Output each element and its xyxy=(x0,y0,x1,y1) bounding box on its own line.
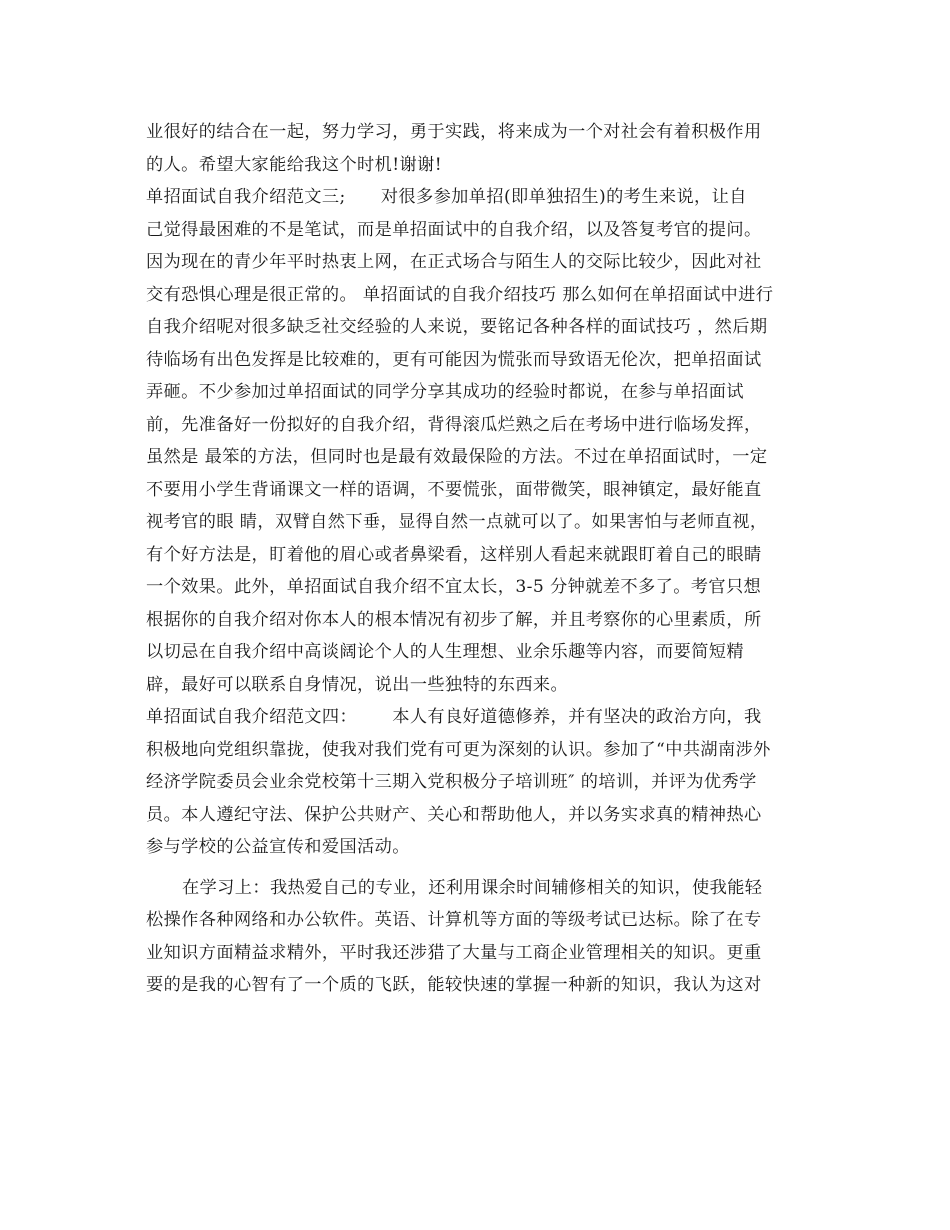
text-line: 以切忌在自我介绍中高谈阔论个人的人生理想、业余乐趣等内容，而要简短精 xyxy=(146,642,744,662)
text-line: 的人。希望大家能给我这个时机!谢谢! xyxy=(146,154,443,175)
text-line: 视考官的眼 睛，双臂自然下垂，显得自然一点就可以了。如果害怕与老师直视， xyxy=(146,512,768,532)
text-line: 单招面试自我介绍范文三; 对很多参加单招(即单独招生)的考生来说，让自 xyxy=(146,187,747,207)
text-line: 一个效果。此外，单招面试自我介绍不宜太长，3-5 分钟就差不多了。考官只想 xyxy=(146,577,762,597)
text-line: 根据你的自我介绍对你本人的根本情况有初步了解，并且考察你的心里素质，所 xyxy=(146,609,762,630)
text-line: 员。本人遵纪守法、保护公共财产、关心和帮助他人，并以务实求真的精神热心 xyxy=(146,804,762,825)
text-line: 虽然是 最笨的方法，但同时也是最有效最保险的方法。不过在单招面试时，一定 xyxy=(146,447,768,467)
text-line: 辟，最好可以联系自身情况，说出一些独特的东西来。 xyxy=(146,674,569,695)
text-line: 参与学校的公益宣传和爱国活动。 xyxy=(146,837,410,857)
text-line: 前，先准备好一份拟好的自我介绍，背得滚瓜烂熟之后在考场中进行临场发挥， xyxy=(146,414,762,435)
text-line: 单招面试自我介绍范文四： 本人有良好道德修养，并有坚决的政治方向，我 xyxy=(146,707,762,727)
text-line: 业知识方面精益求精外，平时我还涉猎了大量与工商企业管理相关的知识。更重 xyxy=(146,942,762,963)
text-line: 要的是我的心智有了一个质的飞跃，能较快速的掌握一种新的知识，我认为这对 xyxy=(146,975,762,995)
text-line: 交有恐惧心理是很正常的。 单招面试的自我介绍技巧 那么如何在单招面试中进行 xyxy=(146,284,774,305)
text-line: 因为现在的青少年平时热衷上网，在正式场合与陌生人的交际比较少，因此对社 xyxy=(146,252,762,272)
text-line: 业很好的结合在一起，努力学习，勇于实践，将来成为一个对社会有着积极作用 xyxy=(146,122,762,142)
text-line: 在学习上：我热爱自己的专业，还利用课余时间辅修相关的知识，使我能轻 xyxy=(182,877,763,898)
text-line: 松操作各种网络和办公软件。英语、计算机等方面的等级考试已达标。除了在专 xyxy=(146,910,762,930)
text-line: 己觉得最困难的不是笔试，而是单招面试中的自我介绍，以及答复考官的提问。 xyxy=(146,219,762,240)
document-body xyxy=(146,116,816,1002)
text-line: 有个好方法是，盯着他的眉心或者鼻梁看，这样别人看起来就跟盯着自己的眼睛 xyxy=(146,544,762,565)
text-line: 不要用小学生背诵课文一样的语调，不要慌张，面带微笑，眼神镇定，最好能直 xyxy=(146,479,762,500)
text-line: 积极地向党组织靠拢，使我对我们党有可更为深刻的认识。参加了“中共湖南涉外 xyxy=(146,739,771,760)
text-line: 经济学院委员会业余党校第十三期入党积极分子培训班″ 的培训，并评为优秀学 xyxy=(146,772,757,792)
text-line: 弄砸。不少参加过单招面试的同学分享其成功的经验时都说，在参与单招面试 xyxy=(146,382,744,402)
text-line: 自我介绍呢对很多缺乏社交经验的人来说，要铭记各种各样的面试技巧 ，然后期 xyxy=(146,317,768,337)
paragraph-gap xyxy=(146,864,816,872)
text-line: 待临场有出色发挥是比较难的，更有可能因为慌张而导致语无伦次，把单招面试 xyxy=(146,349,762,370)
